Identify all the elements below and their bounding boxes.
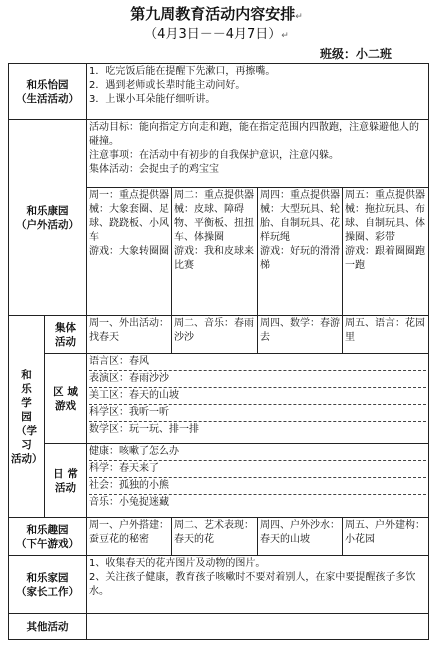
schedule-table [8, 63, 429, 640]
date-range: （4月3日－－4月7日）↵ [144, 27, 289, 42]
other-label: 其他活动 [9, 614, 87, 640]
list-item: 3．上课小耳朵能仔细听讲。 [89, 94, 216, 105]
family-row [9, 556, 429, 614]
outdoor-day-tue: 周二：重点提供器械：皮球、障碍物、平衡板、扭扭车、体操圈 游戏：我和皮球来比赛 [172, 188, 258, 316]
family-label: 和乐家园 （家长工作） [9, 556, 87, 614]
afternoon-label: 和乐趣园 （下午游戏） [9, 518, 87, 556]
group-day-mon: 周一、外出活动：找春天 [87, 316, 172, 354]
list-item: 科学区：我听一听 [89, 407, 169, 418]
outdoor-goal: 活动目标：能向指定方向走和跑，能在指定范围内四散跑，注意躲避他人的碰撞。 注意事项：在活动中有初步的自我保护意识，注意闪躲。 集体活动：会捉虫子的鸡宝宝 [87, 120, 429, 188]
list-item: 社会：孤独的小熊 [89, 480, 169, 491]
list-item: 1．吃完饭后能在提醒下先漱口，再擦嘴。 [89, 66, 276, 77]
group-day-tue: 周二、音乐：春雨沙沙 [172, 316, 258, 354]
other-row [9, 614, 429, 640]
list-item: 数学区：玩一玩、排一排 [89, 424, 199, 435]
learning-label: 和 乐 学 园 （学 习 活动） [9, 316, 45, 518]
afternoon-day-mon: 周一、户外搭建：蚕豆花的秘密 [87, 518, 172, 556]
afternoon-day-tue: 周二、艺术表现：春天的花 [172, 518, 258, 556]
daily-activity-label: 日 常 活动 [45, 444, 87, 518]
outdoor-goal-row [9, 120, 429, 188]
list-item: 表演区：春雨沙沙 [89, 373, 169, 384]
list-item: 美工区：春天的山坡 [89, 390, 179, 401]
other-content [87, 614, 429, 640]
outdoor-day-fri: 周五：重点提供器械：拖拉玩具、布球、自制玩具、体操圈、彩带 游戏：跟着圈圈跑一跑 [343, 188, 429, 316]
family-content [87, 556, 429, 614]
learning-group-row [9, 316, 429, 354]
daily-activity-content [87, 444, 429, 518]
outdoor-label: 和乐康园 （户外活动） [9, 120, 87, 316]
area-game-content [87, 354, 429, 444]
area-game-label: 区 域 游戏 [45, 354, 87, 444]
list-item: 音乐：小兔捉迷藏 [89, 497, 169, 508]
afternoon-day-fri: 周五、户外建构：小花园 [343, 518, 429, 556]
class-label: 班级：小二班 [320, 47, 393, 61]
life-content [87, 64, 429, 120]
life-label: 和乐怡园 （生活活动） [9, 64, 87, 120]
life-row [9, 64, 429, 120]
list-item: 2、关注孩子健康，教育孩子咳嗽时不要对着别人，在家中要提醒孩子多饮水。 [89, 572, 416, 597]
group-day-fri: 周五、语言：花园里 [343, 316, 429, 354]
list-item: 语言区：春风 [89, 356, 149, 367]
list-item: 1、收集春天的花卉图片及动物的图片。 [89, 558, 266, 569]
outdoor-day-thu: 周四：重点提供器械：大型玩具、轮胎、自制玩具、花样玩绳 游戏：好玩的滑滑梯 [258, 188, 343, 316]
learning-daily-row [9, 444, 429, 518]
page-title: 第九周教育活动内容安排↵ [130, 5, 303, 23]
list-item: 健康：咳嗽了怎么办 [89, 446, 179, 457]
list-item: 2．遇到老师或长辈时能主动问好。 [89, 80, 246, 91]
list-item: 科学：春天来了 [89, 463, 159, 474]
afternoon-row [9, 518, 429, 556]
outdoor-day-mon: 周一：重点提供器械：大象套圈、足球、跷跷板、小风车 游戏：大象转圈圈 [87, 188, 172, 316]
afternoon-day-thu: 周四、户外沙水：春天的山坡 [258, 518, 343, 556]
group-activity-label: 集体 活动 [45, 316, 87, 354]
group-day-thu: 周四、数学：春游去 [258, 316, 343, 354]
learning-area-row [9, 354, 429, 444]
